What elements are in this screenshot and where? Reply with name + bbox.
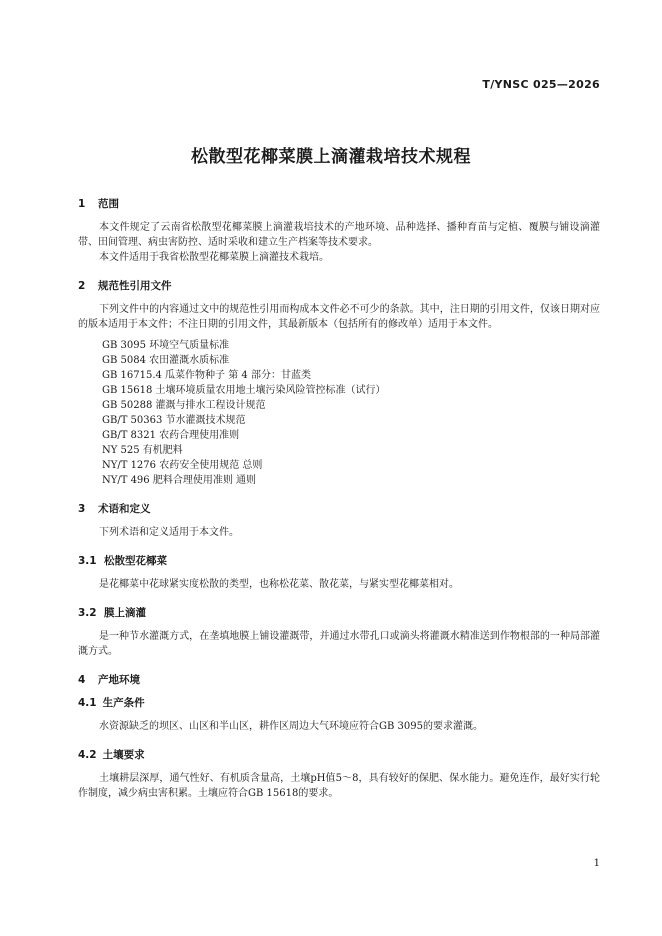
- subsection-heading-production-conditions: [78, 696, 600, 711]
- section-heading-scope: [78, 197, 600, 212]
- document-body: [78, 197, 600, 801]
- paragraph: 土壤耕层深厚，通气性好、有机质含量高，土壤pH值5～8，具有较好的保肥、保水能力。避免连作，最好实行轮作制度，减少病虫害积累。土壤应符合GB 15618的要求。: [78, 773, 600, 799]
- reference-item: GB 16715.4 瓜菜作物种子 第 4 部分：甘蓝类: [102, 370, 311, 381]
- section-number: 1: [78, 198, 86, 210]
- paragraph: 本文件适用于我省松散型花椰菜膜上滴灌技术栽培。: [99, 252, 329, 263]
- section-title: 范围: [98, 198, 119, 210]
- reference-item: GB/T 50363 节水灌溉技术规范: [102, 415, 246, 426]
- paragraph: 是花椰菜中花球紧实度松散的类型，也称松花菜、散花菜，与紧实型花椰菜相对。: [99, 579, 459, 590]
- section-number: 2: [78, 280, 86, 292]
- reference-item: NY/T 496 肥料合理使用准则 通则: [102, 475, 257, 486]
- subsection-number: 4.1: [78, 697, 97, 709]
- subsection-number: 4.2: [78, 749, 97, 761]
- paragraph: 下列文件中的内容通过文中的规范性引用而构成本文件必不可少的条款。其中，注日期的引用文件，仅该日期对应的版本适用于本文件；不注日期的引用文件，其最新版本（包括所有的修改单）适用于本文件。: [78, 304, 600, 330]
- section-heading-environment: [78, 673, 600, 688]
- section-number: 4: [78, 674, 86, 686]
- subsection-title: 松散型花椰菜: [104, 555, 167, 567]
- reference-item: NY/T 1276 农药安全使用规范 总则: [102, 460, 263, 471]
- paragraph: 下列术语和定义适用于本文件。: [99, 527, 239, 538]
- standard-code: T/YNSC 025—2026: [482, 78, 600, 91]
- subsection-title: 生产条件: [102, 697, 145, 709]
- section-title: 术语和定义: [98, 503, 151, 515]
- page-number: 1: [593, 858, 600, 869]
- section-heading-terms: [78, 502, 600, 517]
- subsection-heading-loose-cauliflower: [78, 554, 600, 569]
- subsection-number: 3.2: [78, 607, 97, 619]
- paragraph: 本文件规定了云南省松散型花椰菜膜上滴灌栽培技术的产地环境、品种选择、播种育苗与定植、覆膜与铺设滴灌带、田间管理、病虫害防控、适时采收和建立生产档案等技术要求。: [78, 222, 600, 248]
- paragraph: 水资源缺乏的坝区、山区和半山区，耕作区周边大气环境应符合GB 3095的要求灌溉。: [99, 721, 483, 732]
- paragraph: 是一种节水灌溉方式，在垄填地膜上铺设灌溉带，并通过水带孔口或滴头将灌溉水精准送到作物根部的一种局部灌溉方式。: [78, 631, 600, 657]
- section-title: 产地环境: [98, 674, 140, 686]
- reference-item: GB 5084 农田灌溉水质标准: [102, 355, 230, 366]
- reference-list: [78, 338, 600, 488]
- subsection-heading-soil-requirements: [78, 748, 600, 763]
- section-title: 规范性引用文件: [98, 280, 172, 292]
- reference-item: GB 3095 环境空气质量标准: [102, 340, 230, 351]
- section-heading-normative-references: [78, 279, 600, 294]
- document-title: 松散型花椰菜膜上滴灌栽培技术规程: [191, 147, 471, 167]
- reference-item: GB 50288 灌溉与排水工程设计规范: [102, 400, 266, 411]
- subsection-title: 土壤要求: [102, 749, 145, 761]
- reference-item: GB/T 8321 农药合理使用准则: [102, 430, 240, 441]
- section-number: 3: [78, 503, 86, 515]
- subsection-title: 膜上滴灌: [104, 607, 146, 619]
- subsection-number: 3.1: [78, 555, 97, 567]
- reference-item: NY 525 有机肥料: [102, 445, 183, 456]
- subsection-heading-drip-irrigation: [78, 606, 600, 621]
- reference-item: GB 15618 土壤环境质量农用地土壤污染风险管控标准（试行）: [102, 385, 386, 396]
